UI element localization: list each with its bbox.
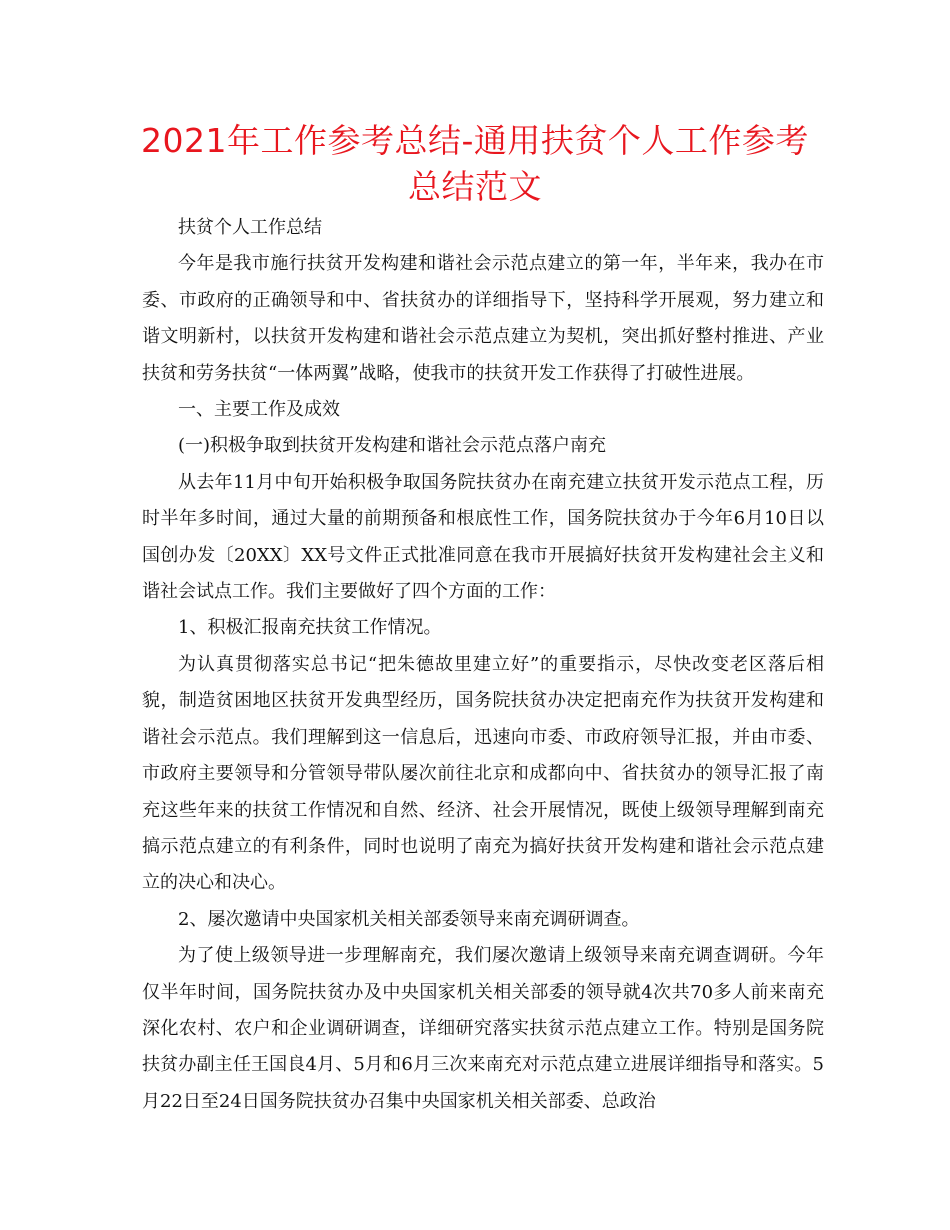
document-body [142, 210, 824, 1120]
paragraph: 为了使上级领导进一步理解南充，我们屡次邀请上级领导来南充调查调研。今年仅半年时间，国务院扶贫办及中央国家机关相关部委的领导就4次共70多人前来南充深化农村、农户和企业调研调查，详细研究落实扶贫示范点建立工作。特别是国务院扶贫办副主任王国良4月、5月和6月三次来南充对示范点建立进展详细指导和落实。5月22日至24日国务院扶贫办召集中央国家机关相关部委、总政治 [142, 945, 824, 1112]
section-heading: 扶贫个人工作总结 [178, 217, 322, 238]
document-title: 2021年工作参考总结-通用扶贫个人工作参考总结范文 [141, 121, 809, 206]
section-heading: 一、主要工作及成效 [178, 399, 340, 421]
paragraph: 为认真贯彻落实总书记“把朱德故里建立好”的重要指示，尽快改变老区落后相貌，制造贫困地区扶贫开发典型经历，国务院扶贫办决定把南充作为扶贫开发构建和谐社会示范点。我们理解到这一信息后，迅速向市委、市政府领导汇报，并由市委、市政府主要领导和分管领导带队屡次前往北京和成都向中、省扶贫办的领导汇报了南充这些年来的扶贫工作情况和自然、经济、社会开展情况，既使上级领导理解到南充搞示范点建立的有利条件，同时也说明了南充为搞好扶贫开发构建和谐社会示范点建立的决心和决心。 [142, 653, 824, 894]
item-heading: 1、积极汇报南充扶贫工作情况。 [178, 617, 442, 639]
paragraph: 今年是我市施行扶贫开发构建和谐社会示范点建立的第一年，半年来，我办在市委、市政府的正确领导和中、省扶贫办的详细指导下，坚持科学开展观，努力建立和谐文明新村，以扶贫开发构建和谐社会示范点建立为契机，突出抓好整村推进、产业扶贫和劳务扶贫“一体两翼”战略，使我市的扶贫开发工作获得了打破性进展。 [142, 253, 824, 384]
subsection-heading: (一)积极争取到扶贫开发构建和谐社会示范点落户南充 [178, 435, 607, 457]
item-heading: 2、屡次邀请中央国家机关相关部委领导来南充调研调查。 [178, 908, 640, 930]
paragraph: 从去年11月中旬开始积极争取国务院扶贫办在南充建立扶贫开发示范点工程，历时半年多时间，通过大量的前期预备和根底性工作，国务院扶贫办于今年6月10日以国创办发〔20XX〕XX号文件正式批准同意在我市开展搞好扶贫开发构建社会主义和谐社会试点工作。我们主要做好了四个方面的工作： [142, 471, 824, 603]
